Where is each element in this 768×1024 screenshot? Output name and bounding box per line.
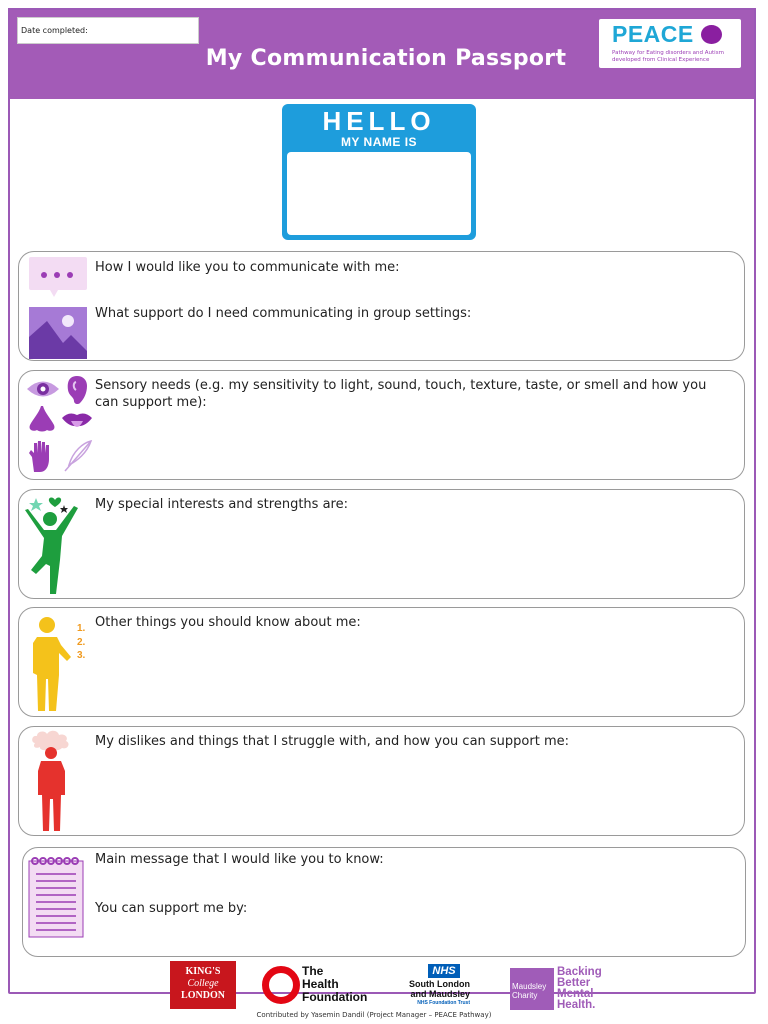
nhs-trust-name [390,979,470,999]
peace-logo [599,19,741,68]
kcl-line-3: LONDON [181,990,225,1001]
happy-person-icon [22,490,82,596]
stressed-person-icon [29,729,79,833]
nhs-line-1: South London [409,979,470,989]
speech-bubble-icon [28,256,88,298]
ear-icon [66,375,88,405]
maudsley-line-2: Charity [512,991,538,1000]
hand-icon [28,439,54,473]
eye-icon [26,378,60,400]
kcl-line-1: KING'S [185,966,221,977]
kings-college-logo [170,961,236,1009]
kcl-line-2: College [187,978,219,989]
hello-name-badge [282,104,476,240]
bbmh-line-1: Backing [557,966,602,978]
dislikes-prompt: My dislikes and things that I struggle with, and how you can support me: [95,734,569,749]
peace-dot-icon [701,25,722,44]
bbmh-line-3: Mental [557,988,594,1000]
thf-line-3: Foundation [302,990,368,1004]
hello-heading: HELLO [322,106,436,136]
section-sensory [18,370,745,480]
maudsley-charity-logo [510,968,554,1010]
mouth-icon [61,411,93,433]
date-completed-field[interactable] [17,17,199,44]
backing-better-mental-health-logo [557,967,602,1011]
health-foundation-ring-icon [262,966,300,1004]
section-main-message [22,847,746,957]
nhs-line-2: and Maudsley [410,989,470,999]
list-number-2: 2. [77,636,86,648]
health-foundation-logo [302,965,367,1004]
section-communication [18,251,745,361]
name-entry-area[interactable] [287,152,471,235]
maudsley-line-1: Maudsley [512,982,547,991]
group-image-icon [29,307,87,359]
support-me-prompt: You can support me by: [95,901,248,916]
feather-icon [63,439,93,473]
bbmh-line-2: Better [557,977,591,989]
date-completed-label: Date completed: [21,26,88,35]
credit-line: Contributed by Yasemin Dandil (Project Manager – PEACE Pathway) [256,1011,492,1019]
section-other-things [18,607,745,717]
notepad-icon [28,856,84,938]
main-message-prompt: Main message that I would like you to know: [95,852,384,867]
sensory-needs-prompt: Sensory needs (e.g. my sensitivity to light, sound, touch, texture, taste, or smell and how you can support me): [95,378,707,410]
section-interests [18,489,745,599]
peace-logo-word: PEACE [612,21,694,47]
nhs-logo: NHS [428,964,460,978]
thinking-person-icon [29,615,73,713]
group-settings-prompt: What support do I need communicating in group settings: [95,306,472,321]
communication-prompt: How I would like you to communicate with me: [95,260,400,275]
peace-logo-subtitle: Pathway for Eating disorders and Autism developed from Clinical Experience [612,50,724,63]
list-number-3: 3. [77,650,86,661]
bbmh-line-4: Health. [557,999,596,1011]
other-things-prompt: Other things you should know about me: [95,615,361,630]
interests-prompt: My special interests and strengths are: [95,497,348,512]
my-name-is-label: MY NAME IS [340,135,418,149]
numbered-list [77,622,85,663]
nose-icon [27,405,57,433]
thf-line-1: The [302,964,324,978]
list-number-1: 1. [77,623,86,634]
nhs-foundation-trust-label: NHS Foundation Trust [417,1000,470,1006]
section-dislikes [18,726,745,836]
page-title: My Communication Passport [205,46,567,71]
thf-line-2: Health [302,977,339,991]
